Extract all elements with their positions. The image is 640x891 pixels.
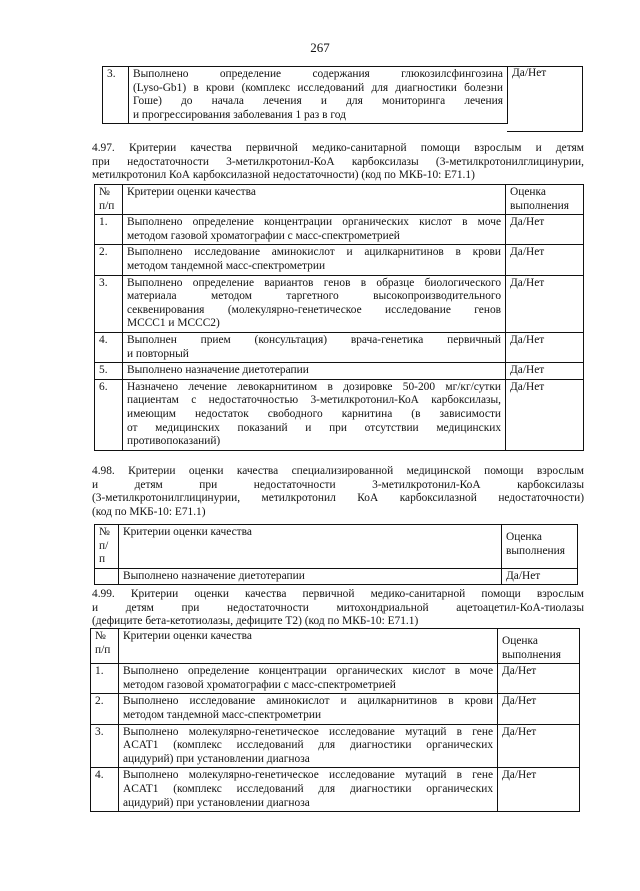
top-table-grade-border: [507, 66, 583, 132]
row-number: 4.: [91, 768, 119, 812]
table-row: [95, 568, 578, 585]
table-row: [95, 215, 584, 245]
grade-value: Да/Нет: [498, 768, 580, 812]
row-number: 4.: [95, 332, 123, 362]
row-number: 3.: [103, 67, 129, 124]
grade-value: Да/Нет: [506, 332, 584, 362]
table-row: [95, 363, 584, 380]
row-number: 1.: [91, 664, 119, 694]
criterion-text: Выполнено молекулярно-генетическое исследование мутаций в гене ACAT1 (комплекс исследований для диагностики органических ацидурий) при установлении диагноза: [118, 768, 497, 812]
column-header-criteria: Критерии оценки качества: [118, 629, 497, 664]
criterion-text: Выполнено исследование аминокислот и ацилкарнитинов в крови методом тандемной масс-спектрометрии: [118, 694, 497, 724]
table-header-row: [95, 525, 578, 569]
column-header-number: № п/п: [95, 525, 119, 569]
top-criteria-table: [102, 66, 508, 124]
criterion-text: Выполнено определение содержания глюкозилсфингозина (Lyso-Gb1) в крови (комплекс исследований для диагностики болезни Гоше) до начала лечения и для мониторинга лечения и прогрессирования заболевания 1 раз в год: [128, 67, 507, 124]
criterion-text: Выполнен прием (консультация) врача-генетика первичный и повторный: [122, 332, 505, 362]
column-header-grade: Оценка выполнения: [498, 629, 580, 664]
row-number: 2.: [95, 245, 123, 275]
column-header-number: № п/п: [95, 185, 123, 215]
column-header-criteria: Критерии оценки качества: [118, 525, 501, 569]
grade-value: Да/Нет: [506, 275, 584, 332]
column-header-grade: Оценка выполнения: [502, 525, 578, 569]
grade-value: Да/Нет: [506, 215, 584, 245]
grade-value: Да/Нет: [498, 694, 580, 724]
grade-value: Да/Нет: [506, 245, 584, 275]
criterion-text: Выполнено определение вариантов генов в образце биологического материала методом таргетного высокопроизводительного секвенирования (молекулярно-генетическое исследование генов MCCC1 и MCCC2): [122, 275, 505, 332]
column-header-criteria: Критерии оценки качества: [122, 185, 505, 215]
criteria-table-4-99: [90, 628, 580, 812]
section-title-4-99: 4.99. Критерии оценки качества первичной медико-санитарной помощи взрослым и детям при недостаточности митохондриальной ацетоацетил-КоА-тиолазы (дефиците бета-кетотиолазы, дефиците Т2) (код по МКБ-10: Е71.1): [92, 588, 584, 628]
criterion-text: Выполнено определение концентрации органических кислот в моче методом газовой хроматографии с масс-спектрометрией: [122, 215, 505, 245]
page-number: 267: [310, 40, 330, 55]
table-row: [95, 379, 584, 450]
row-number: 3.: [95, 275, 123, 332]
column-header-grade: Оценка выполнения: [506, 185, 584, 215]
criterion-text: Выполнено молекулярно-генетическое исследование мутаций в гене ACAT1 (комплекс исследований для диагностики органических ацидурий) при установлении диагноза: [118, 724, 497, 768]
table-row: [91, 664, 580, 694]
row-number: 3.: [91, 724, 119, 768]
section-title-4-98: 4.98. Критерии оценки качества специализированной медицинской помощи взрослым и детям при недостаточности 3-метилкротонил-КоА карбоксилазы (3-метилкротонилглицинурии, метилкротонил КоА карбоксилазной недостаточности) (код по МКБ-10: Е71.1): [92, 465, 584, 518]
table-row: [95, 332, 584, 362]
criteria-table-4-98: [94, 524, 578, 585]
column-header-number: № п/п: [91, 629, 119, 664]
table-header-row: [95, 185, 584, 215]
row-number: 2.: [91, 694, 119, 724]
table-row: [91, 694, 580, 724]
table-row: [91, 724, 580, 768]
table-row: [91, 768, 580, 812]
grade-value: Да/Нет: [506, 363, 584, 380]
grade-value: Да/Нет: [506, 379, 584, 450]
criterion-text: Выполнено определение концентрации органических кислот в моче методом газовой хроматографии с масс-спектрометрией: [118, 664, 497, 694]
criterion-text: Выполнено назначение диетотерапии: [122, 363, 505, 380]
table-header-row: [91, 629, 580, 664]
grade-value: Да/Нет: [498, 724, 580, 768]
row-number: 1.: [95, 215, 123, 245]
table-row: [103, 67, 508, 124]
table-row: [95, 275, 584, 332]
criterion-text: Выполнено назначение диетотерапии: [118, 568, 501, 585]
row-number: [95, 568, 119, 585]
top-table-grade: Да/Нет: [512, 67, 547, 79]
criterion-text: Выполнено исследование аминокислот и ацилкарнитинов в крови методом тандемной масс-спектрометрии: [122, 245, 505, 275]
criterion-text: Назначено лечение левокарнитином в дозировке 50-200 мг/кг/сутки пациентам с недостаточностью 3-метилкротонил-КоА карбоксилазы, имеющим недостаток свободного карнитина (в зависимости от медицинских показаний и при отсутствии медицинских противопоказаний): [122, 379, 505, 450]
table-row: [95, 245, 584, 275]
row-number: 5.: [95, 363, 123, 380]
criteria-table-4-97: [94, 184, 584, 451]
section-title-4-97: 4.97. Критерии качества первичной медико-санитарной помощи взрослым и детям при недостаточности 3-метилкротонил-КоА карбоксилазы (3-метилкротонилглицинурии, метилкротонил КоА карбоксилазной недостаточности) (код по МКБ-10: Е71.1): [92, 142, 584, 182]
grade-value: Да/Нет: [502, 568, 578, 585]
grade-value: Да/Нет: [498, 664, 580, 694]
row-number: 6.: [95, 379, 123, 450]
